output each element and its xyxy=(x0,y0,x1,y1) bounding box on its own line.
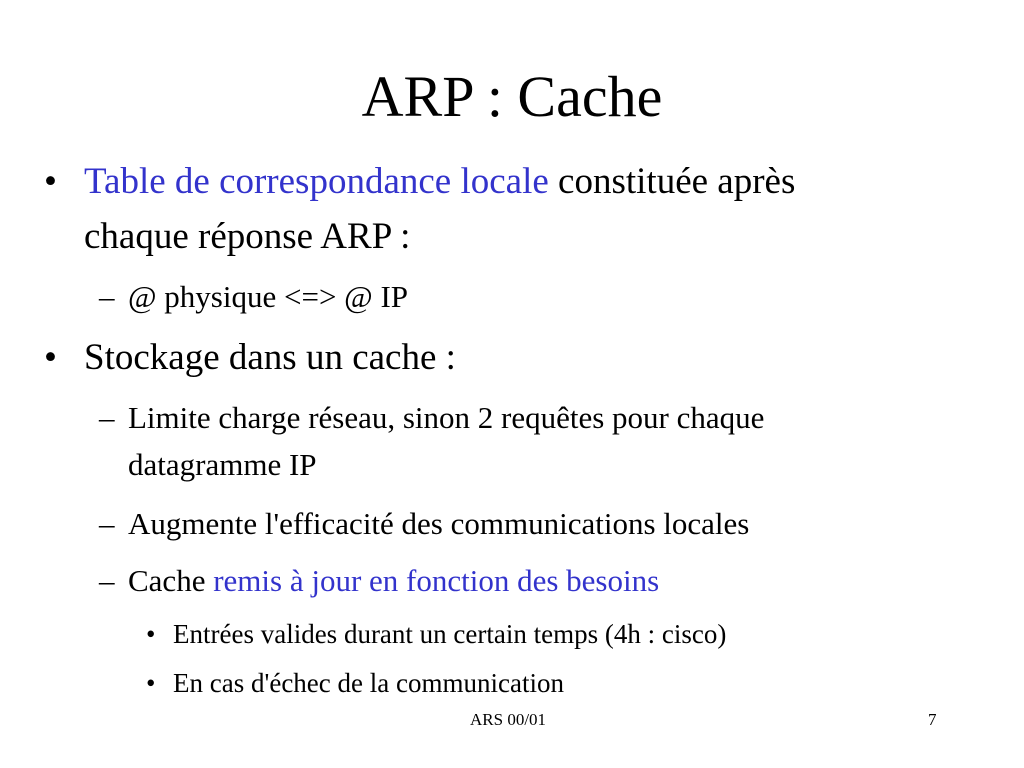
sub-sub-bullet-marker: • xyxy=(146,619,156,649)
sub-bullet-2-2: Augmente l'efficacité des communications locales xyxy=(128,506,750,541)
sub-bullet-marker: – xyxy=(99,400,115,435)
sub-bullet-2-1: Limite charge réseau, sinon 2 requêtes pour chaque xyxy=(128,400,765,435)
slide-title: ARP : Cache xyxy=(361,64,663,129)
sub-bullet-2-3-lead: Cache xyxy=(128,563,214,598)
page-number: 7 xyxy=(928,710,937,729)
sub-sub-bullet-1: Entrées valides durant un certain temps (4h : cisco) xyxy=(173,619,727,649)
sub-bullet-marker: – xyxy=(99,506,115,541)
sub-bullet-2-3 xyxy=(128,562,659,600)
bullet-1-text: constituée après xyxy=(548,161,796,202)
bullet-1-highlight: Table de correspondance locale xyxy=(84,161,549,202)
bullet-1-line xyxy=(84,160,795,204)
footer-label: ARS 00/01 xyxy=(470,710,547,729)
bullet-2-text: Stockage dans un cache : xyxy=(84,337,456,378)
sub-bullet-marker: – xyxy=(99,279,115,314)
sub-bullet-2-1-continuation: datagramme IP xyxy=(128,447,317,482)
sub-sub-bullet-marker: • xyxy=(146,668,156,698)
bullet-1-continuation: chaque réponse ARP : xyxy=(84,216,411,257)
bullet-marker: • xyxy=(44,337,57,378)
sub-bullet-marker: – xyxy=(99,563,115,598)
sub-bullet-1-1: @ physique <=> @ IP xyxy=(128,279,409,314)
sub-sub-bullet-2: En cas d'échec de la communication xyxy=(173,668,564,698)
sub-bullet-2-3-highlight: remis à jour en fonction des besoins xyxy=(213,563,660,598)
bullet-marker: • xyxy=(44,161,57,202)
